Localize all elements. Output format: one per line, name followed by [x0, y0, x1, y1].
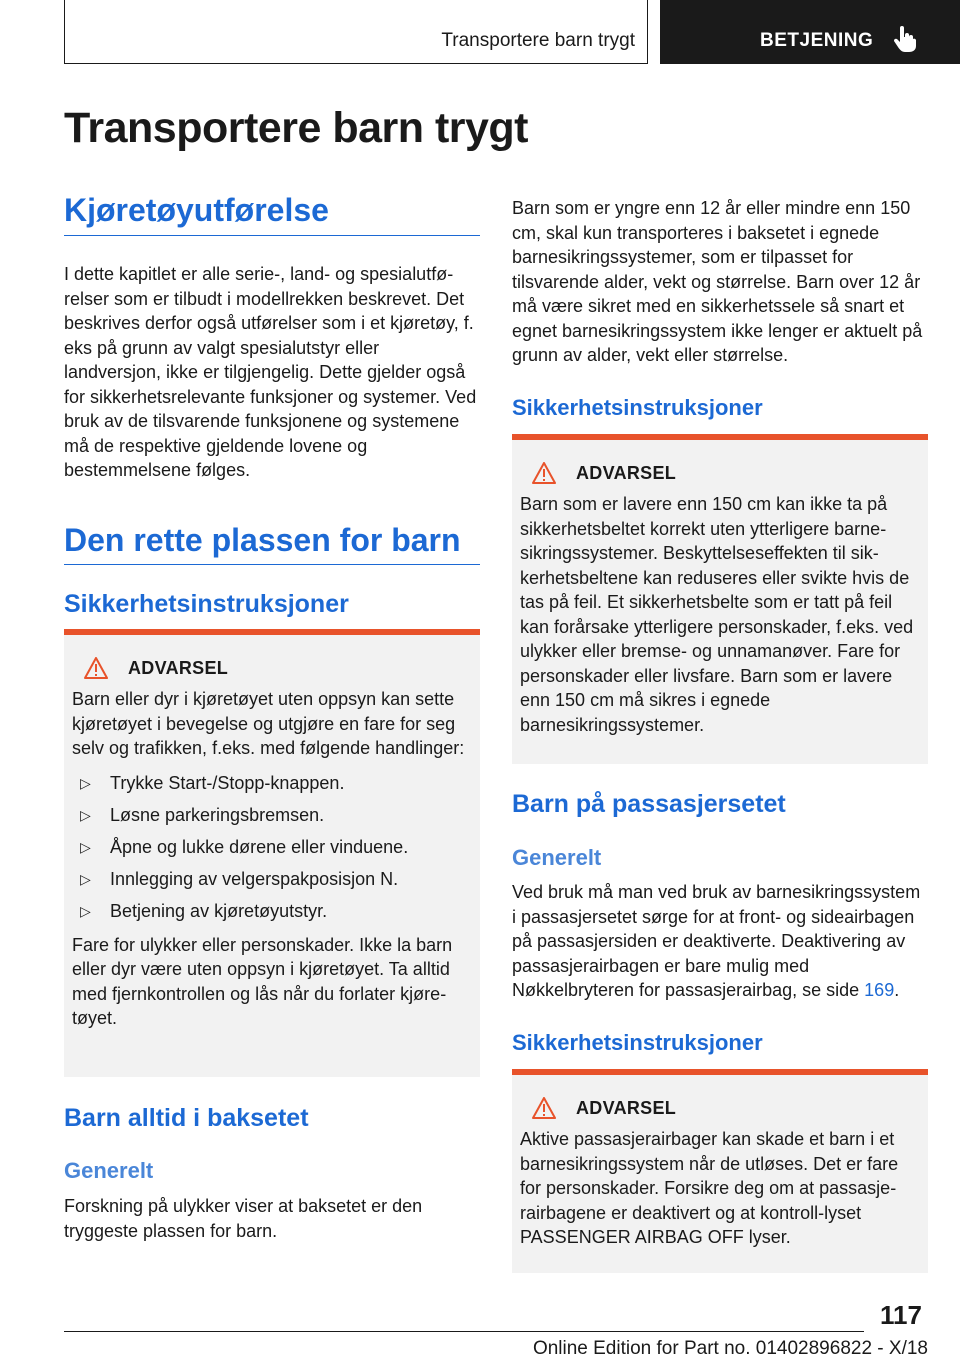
- warning-triangle-icon: [532, 462, 556, 484]
- warning-title: [72, 657, 472, 679]
- heading-safety-instructions: Sikkerhetsinstruksjoner: [64, 590, 349, 618]
- bullet-triangle-icon: ▷: [80, 838, 91, 855]
- header-section-title: Transportere barn trygt: [441, 30, 635, 51]
- warning-label: ADVARSEL: [128, 657, 229, 678]
- heading-rule: [64, 235, 480, 236]
- page-number: 117: [880, 1300, 922, 1330]
- warning-triangle-icon: [532, 1097, 556, 1119]
- list-item-text: Løsne parkeringsbremsen.: [110, 804, 325, 825]
- header-chapter-label: BETJENING: [760, 30, 874, 51]
- heading-backseat: Barn alltid i baksetet: [64, 1104, 309, 1132]
- list-item: [72, 799, 472, 831]
- warning-triangle-icon: [84, 657, 108, 679]
- list-item: [72, 895, 472, 927]
- list-item-text: Åpne og lukke dørene eller vinduene.: [110, 836, 409, 857]
- heading-passenger-seat: Barn på passasjersetet: [512, 790, 786, 818]
- paragraph-vehicle-version: I dette kapitlet er alle serie-, land- og spesialutførelser som er tilbudt i modellrekken beskrevet. Det beskrives derfor også utførelser som i et kjøretøy, f. eks på grunn av valgt spesialutstyr eller landversjon, ikke er tilgjengelig. Dette gjelder også for sikkerhetsrelevante funksjoner og systemer. Ved bruk av de tilsvarende funksjonene og systemene må de respektive gjeldende lovene og bestemmelsene følges.: [64, 264, 477, 480]
- list-item-text: Betjening av kjøretøyutstyr.: [110, 900, 328, 921]
- warning-label: ADVARSEL: [576, 462, 677, 483]
- warning-intro: Barn eller dyr i kjøretøyet uten oppsyn kan sette kjøretøyet i bevegelse og utgjøre en fare for seg selv og trafikken, f.eks. med følgende handlinger:: [72, 689, 465, 758]
- warning-text: Aktive passasjerairbager kan skade et barn i et barnesikringssystem når de utløses. Det er fare for personskader. Forsikre deg om at passasjerairbagene er deaktivert og at kontroll-lyset PASSENGER AIRBAG OFF lyser.: [520, 1129, 899, 1247]
- warning-text: Barn som er lavere enn 150 cm kan ikke ta på sikkerhetsbeltet korrekt uten ytterligere barnesikringssystemer. Beskyttelseseffekten til sikkerhetsbeltene kan reduseres eller svikte hvis de tas på feil. Et sikkerhetsbelte som er tatt på feil kan forårsake ytterligere personskader, f.eks. ved ulykker eller bremse- og unnamanøver. Fare for personskader eller livsfare. Barn som er lavere enn 150 cm må sikres i egnede barnesikringssystemer.: [520, 494, 914, 735]
- bullet-triangle-icon: ▷: [80, 870, 91, 887]
- footer-edition: Online Edition for Part no. 01402896822 - X/18: [532, 1338, 928, 1359]
- warning-title: [520, 462, 920, 484]
- list-item: [72, 863, 472, 895]
- hand-pointer-icon: [893, 26, 917, 52]
- warning-box: [512, 434, 928, 764]
- footer-rule: [64, 1331, 864, 1332]
- bullet-triangle-icon: ▷: [80, 902, 91, 919]
- warning-outro: Fare for ulykker eller personskader. Ikke la barn eller dyr være uten oppsyn i kjøretøyet. Ta alltid med fjernkontrollen og lås når du forlater kjøretøyet.: [72, 934, 453, 1028]
- header-chapter-tab[interactable]: [660, 0, 960, 64]
- paragraph-intro: Barn som er yngre enn 12 år eller mindre enn 150 cm, skal kun transporteres i baksetet i egnede barnesikringssystemer, som er tilpasset for tilsvarende alder, vekt og størrelse. Barn over 12 år må være sikret med en sikkerhetssele så snart et egnet barnesikringssystem ikke lenger er aktuelt på grunn av alder, vekt eller størrelse.: [512, 198, 923, 365]
- list-item-text: Innlegging av velgerspakposisjon N.: [110, 868, 399, 889]
- page-reference-link[interactable]: 169: [864, 980, 895, 1000]
- bullet-triangle-icon: ▷: [80, 806, 91, 823]
- page-title: Transportere barn trygt: [64, 104, 528, 152]
- paragraph-general-text: Ved bruk må man ved bruk av barnesikringssystem i passasjersetet sørge for at front- og sideairbagen på passasjersiden er deaktiverte. Deaktivering av passasjerairbagen er bare mulig med Nøkkelbryteren for passasjerairbag, se side: [512, 882, 921, 1000]
- list-item-text: Trykke Start-/Stopp-knappen.: [110, 772, 345, 793]
- list-item: [72, 767, 472, 799]
- warning-list: [72, 767, 472, 927]
- warning-label: ADVARSEL: [576, 1097, 677, 1118]
- warning-title: [520, 1097, 920, 1119]
- paragraph-general: Forskning på ulykker viser at baksetet er den tryggeste plassen for barn.: [64, 1196, 423, 1241]
- paragraph-general: [512, 880, 928, 1003]
- warning-box: [64, 629, 480, 1077]
- header-section-box: [64, 0, 648, 64]
- heading-right-place: Den rette plassen for barn: [64, 522, 461, 558]
- bullet-triangle-icon: ▷: [80, 774, 91, 791]
- heading-rule: [64, 564, 480, 565]
- heading-vehicle-version: Kjøretøyutførelse: [64, 192, 329, 228]
- list-item: [72, 831, 472, 863]
- warning-box: [512, 1069, 928, 1273]
- heading-general: Generelt: [512, 845, 602, 870]
- paragraph-general-end: .: [894, 980, 900, 1000]
- heading-safety-instructions: Sikkerhetsinstruksjoner: [512, 395, 763, 420]
- heading-safety-instructions: Sikkerhetsinstruksjoner: [512, 1030, 763, 1055]
- heading-general: Generelt: [64, 1158, 154, 1183]
